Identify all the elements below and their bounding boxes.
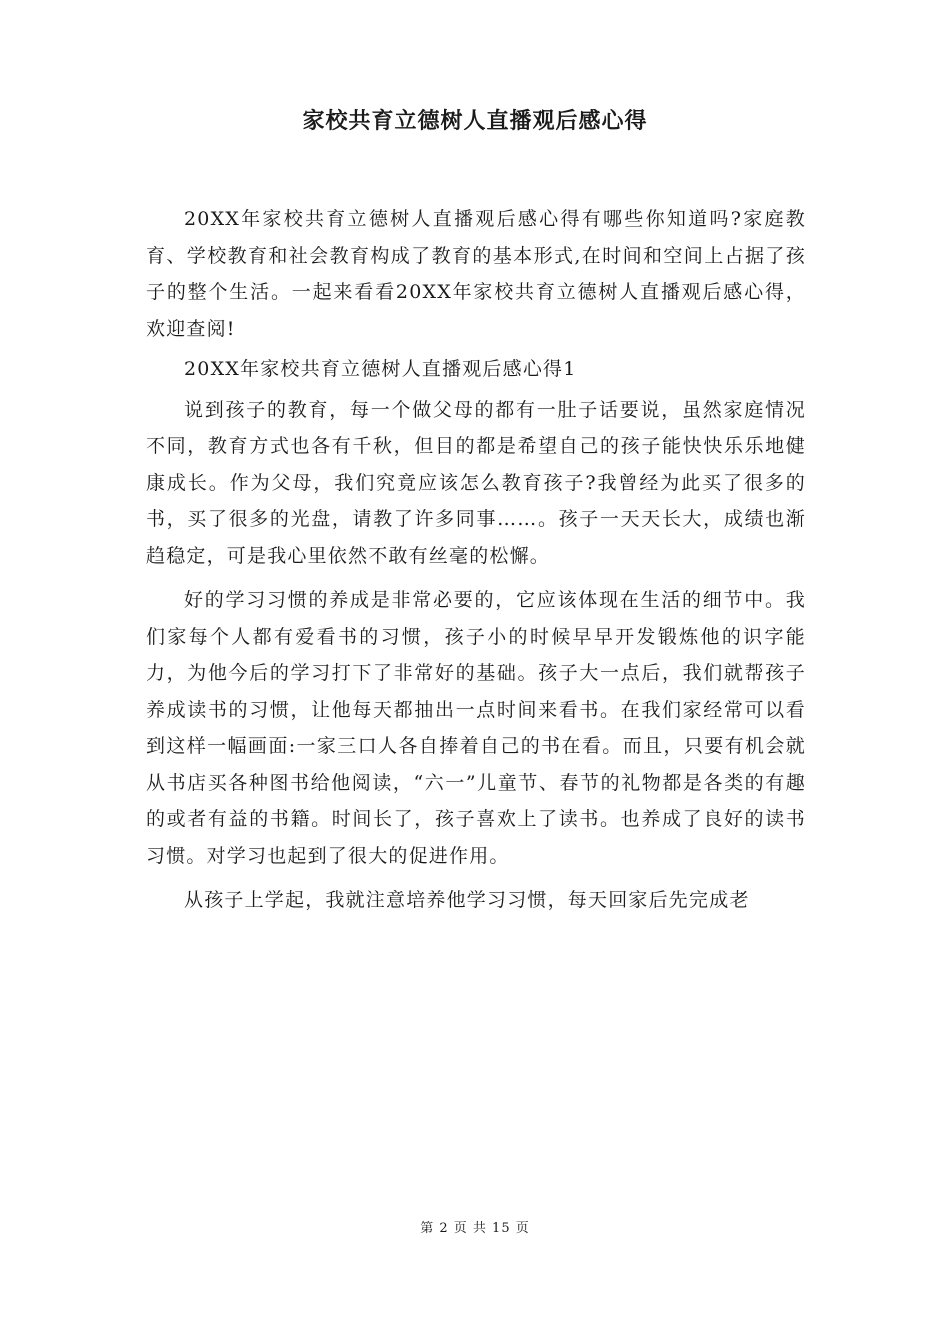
body-paragraph: 说到孩子的教育，每一个做父母的都有一肚子话要说，虽然家庭情况不同，教育方式也各有千秋，但目的都是希望自己的孩子能快快乐乐地健康成长。作为父母，我们究竟应该怎么教育孩子?我曾经为此买了很多的书，买了很多的光盘，请教了许多同事……。孩子一天天长大，成绩也渐趋稳定，可是我心里依然不敢有丝毫的松懈。	[146, 398, 806, 567]
page-number-footer: 第 2 页 共 15 页	[420, 1221, 530, 1236]
body-paragraph: 好的学习习惯的养成是非常必要的，它应该体现在生活的细节中。我们家每个人都有爱看书的习惯，孩子小的时候早早开发锻炼他的识字能力，为他今后的学习打下了非常好的基础。孩子大一点后，我们就帮孩子养成读书的习惯，让他每天都抽出一点时间来看书。在我们家经常可以看到这样一幅画面:一家三口人各自捧着自己的书在看。而且，只要有机会就从书店买各种图书给他阅读，“六一”儿童节、春节的礼物都是各类的有趣的或者有益的书籍。时间长了，孩子喜欢上了读书。也养成了良好的读书习惯。对学习也起到了很大的促进作用。	[146, 589, 806, 867]
intro-paragraph: 20XX年家校共育立德树人直播观后感心得有哪些你知道吗?家庭教育、学校教育和社会教育构成了教育的基本形式,在时间和空间上占据了孩子的整个生活。一起来看看20XX年家校共育立德树人直播观后感心得，欢迎查阅!	[146, 208, 806, 340]
body-paragraph: 从孩子上学起，我就注意培养他学习习惯，每天回家后先完成老	[184, 889, 750, 911]
document-body	[146, 201, 806, 919]
document-title: 家校共育立德树人直播观后感心得	[302, 108, 648, 134]
section-heading: 20XX年家校共育立德树人直播观后感心得1	[184, 358, 577, 380]
